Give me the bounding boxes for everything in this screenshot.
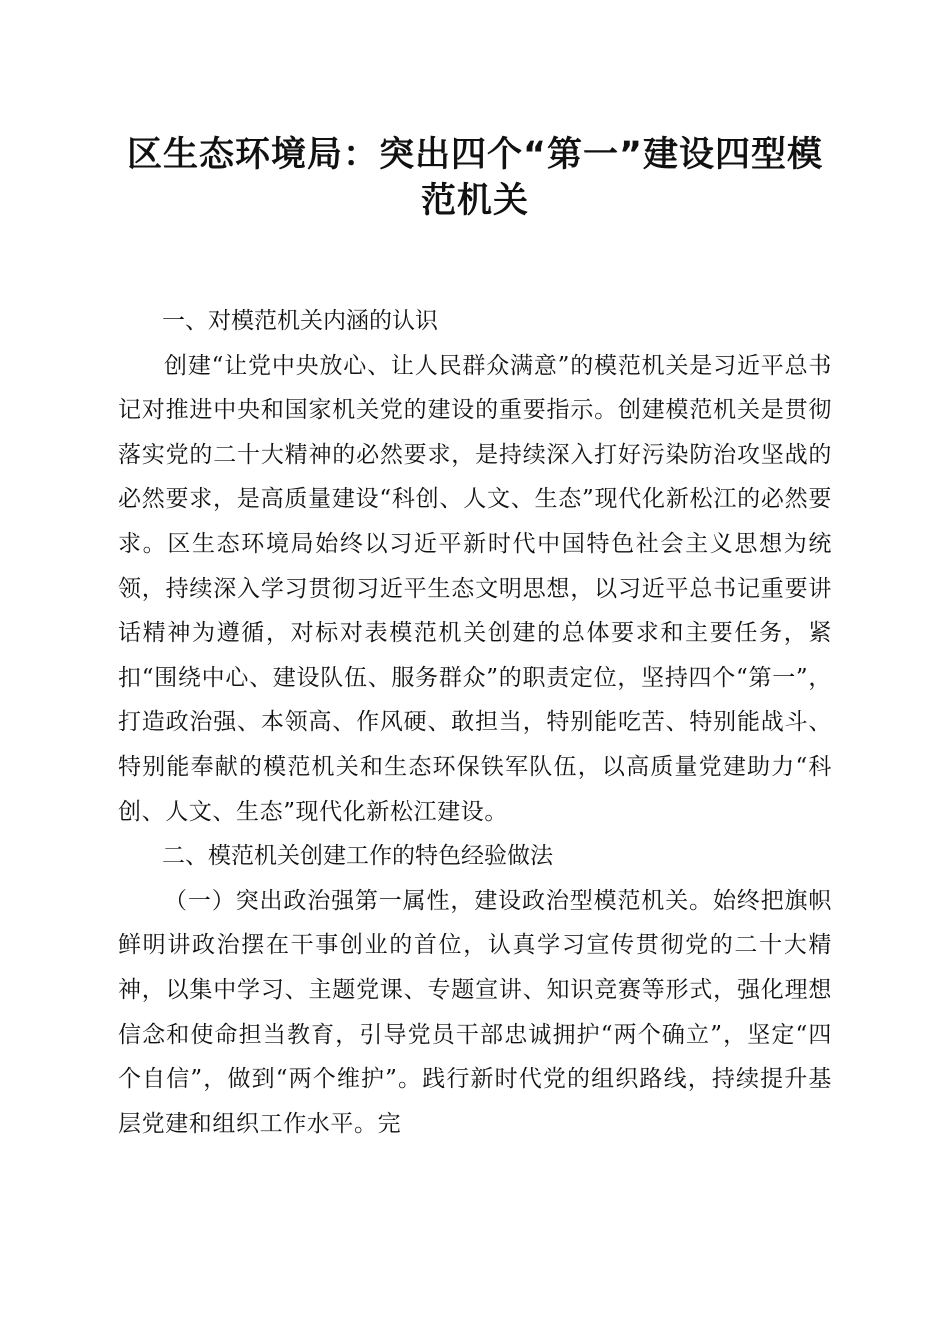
subsection-1-lead: （一）突出政治强第一属性，建设政治型模范机关。 <box>164 887 713 914</box>
subsection-1-text: 始终把旗帜鲜明讲政治摆在干事创业的首位，认真学习宣传贯彻党的二十大精神，以集中学习、主题党课、专题宣讲、知识竞赛等形式，强化理想信念和使命担当教育，引导党员干部忠诚拥护“两个确立”，坚定“四个自信”，做到“两个维护”。践行新时代党的组织路线，持续提升基层党建和组织工作水平。完 <box>118 887 833 1137</box>
section-2-heading: 二、模范机关创建工作的特色经验做法 <box>162 843 553 870</box>
title-line-2: 范机关 <box>420 181 529 221</box>
title-line-1: 区生态环境局：突出四个“第一”建设四型模 <box>126 135 823 175</box>
document-title <box>118 132 832 224</box>
document-page <box>118 132 832 1146</box>
section-1-heading: 一、对模范机关内涵的认识 <box>162 308 438 334</box>
section-2-paragraph-1 <box>118 879 832 1147</box>
section-1-paragraph: 创建“让党中央放心、让人民群众满意”的模范机关是习近平总书记对推进中央和国家机关党的建设的重要指示。创建模范机关是贯彻落实党的二十大精神的必然要求，是持续深入打好污染防治攻坚战的必然要求，是高质量建设“科创、人文、生态”现代化新松江的必然要求。区生态环境局始终以习近平新时代中国特色社会主义思想为统领，持续深入学习贯彻习近平生态文明思想，以习近平总书记重要讲话精神为遵循，对标对表模范机关创建的总体要求和主要任务，紧扣“围绕中心、建设队伍、服务群众”的职责定位，坚持四个“第一”，打造政治强、本领高、作风硬、敢担当，特别能吃苦、特别能战斗、特别能奉献的模范机关和生态环保铁军队伍，以高质量党建助力“科创、人文、生态”现代化新松江建设。 <box>118 352 832 825</box>
